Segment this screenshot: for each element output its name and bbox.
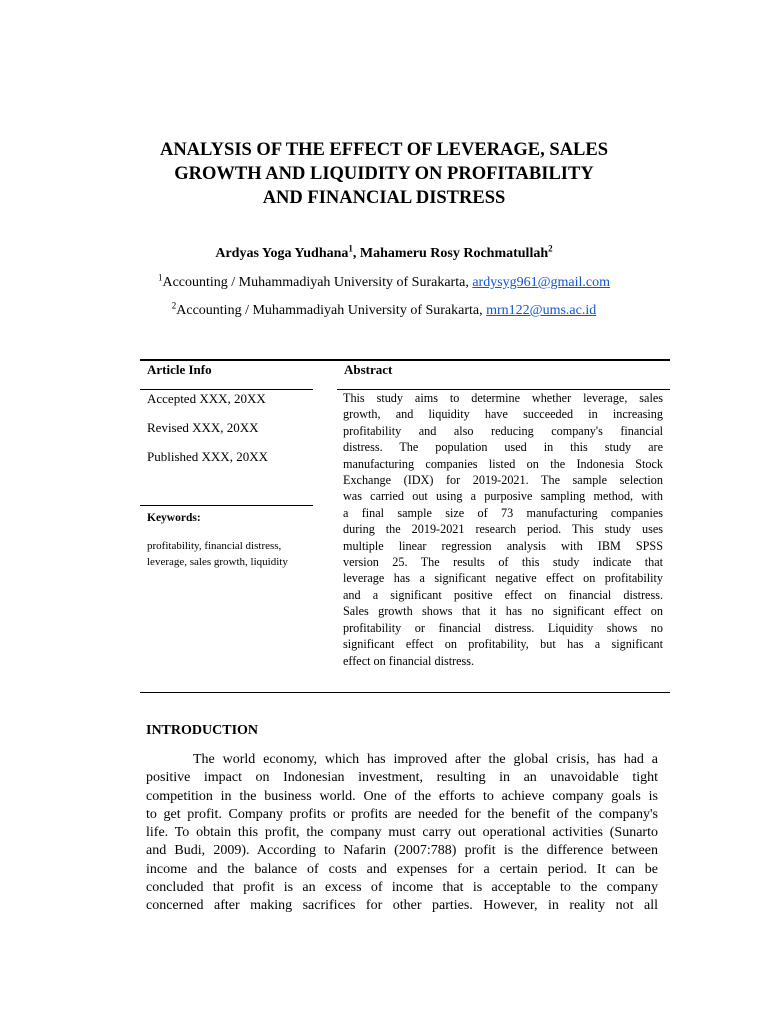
- abstract-line: Exchange (IDX) for 2019-2021. The sample selection: [343, 473, 663, 488]
- published-date: Published XXX, 20XX: [147, 449, 268, 464]
- abstract-line: growth, and liquidity have succeeded in increasing: [343, 407, 663, 422]
- article-info-rule: [140, 389, 313, 390]
- author-separator: ,: [352, 246, 360, 261]
- title-line: GROWTH AND LIQUIDITY ON PROFITABILITY: [174, 164, 594, 184]
- author-mark: 2: [548, 243, 553, 254]
- author-list: [0, 245, 768, 263]
- body-line: positive impact on Indonesian investment, resulting in an unavoidable tight: [146, 770, 658, 786]
- abstract-line: multiple linear regression analysis with IBM SPSS: [343, 538, 663, 553]
- author-mark: 1: [348, 243, 353, 254]
- affiliation-1: [0, 274, 768, 292]
- revised-date: Revised XXX, 20XX: [147, 420, 259, 435]
- body-line: and Budi, 2009). According to Nafarin (2007:788) profit is the difference between: [146, 843, 658, 859]
- introduction-body: [146, 751, 658, 916]
- abstract-line: profitability or financial distress. Liquidity shows no: [343, 620, 663, 635]
- author-name: Mahameru Rosy Rochmatullah: [359, 246, 549, 261]
- abstract-line: profitability and also reducing company's financial: [343, 423, 663, 438]
- article-info-heading: Article Info: [147, 362, 212, 377]
- keywords-rule: [140, 505, 313, 506]
- abstract-line: leverage has a significant negative effect on profitability: [343, 571, 663, 586]
- affiliation-2: [0, 302, 768, 320]
- email-link[interactable]: ardysyg961@gmail.com: [472, 275, 611, 290]
- abstract-line: effect on financial distress.: [343, 653, 475, 668]
- abstract-heading: Abstract: [344, 362, 393, 377]
- paper-title: [120, 138, 648, 210]
- affiliation-text: Accounting / Muhammadiyah University of Surakarta,: [176, 303, 487, 318]
- abstract-body: [343, 390, 663, 669]
- abstract-line: significant effect on profitability, but has a significant: [343, 637, 663, 652]
- abstract-line: distress. The population used in this study are: [343, 440, 663, 455]
- body-line: to get profit. Company profits or profits are needed for the benefit of the company's: [146, 806, 658, 822]
- author-name: Ardyas Yoga Yudhana: [215, 246, 349, 261]
- body-line: life. To obtain this profit, the company must carry out operational activities (Sunarto: [146, 825, 658, 841]
- body-line: concluded that profit is an excess of income that is acceptable to the company: [146, 880, 658, 896]
- affiliation-mark: 1: [157, 272, 163, 283]
- affiliation-mark: 2: [171, 300, 177, 311]
- abstract-line: during the 2019-2021 research period. This study uses: [343, 522, 663, 537]
- email-link[interactable]: mrn122@ums.ac.id: [486, 303, 597, 318]
- title-line: ANALYSIS OF THE EFFECT OF LEVERAGE, SALES: [159, 140, 609, 160]
- introduction-heading: INTRODUCTION: [146, 723, 259, 738]
- abstract-line: a final sample size of 73 manufacturing companies: [343, 505, 663, 520]
- body-line: concerned after making sacrifices for other parties. However, in reality not all: [146, 898, 658, 914]
- body-line: competition in the business world. One of the efforts to achieve company goals is: [146, 788, 658, 804]
- abstract-line: version 25. The results of this study indicate that: [343, 555, 663, 570]
- abstract-line: Sales growth shows that it has no significant effect on: [343, 604, 663, 619]
- abstract-line: This study aims to determine whether leverage, sales: [343, 391, 663, 405]
- table-bottom-rule: [140, 692, 670, 693]
- body-line: income and the balance of costs and expenses for a certain period. It can be: [146, 861, 658, 877]
- body-line: The world economy, which has improved after the global crisis, has had a: [193, 752, 658, 767]
- affiliation-text: Accounting / Muhammadiyah University of Surakarta,: [162, 275, 473, 290]
- abstract-line: and a significant positive effect on financial distress.: [343, 587, 663, 602]
- abstract-line: manufacturing companies listed on the Indonesia Stock: [343, 456, 663, 471]
- keywords-heading: Keywords:: [147, 512, 201, 524]
- accepted-date: Accepted XXX, 20XX: [147, 391, 266, 406]
- keywords-text: profitability, financial distress, leverage, sales growth, liquidity: [147, 540, 288, 568]
- title-line: AND FINANCIAL DISTRESS: [262, 188, 506, 208]
- table-top-rule: [140, 359, 670, 361]
- abstract-line: was carried out using a purposive sampling method, with: [343, 489, 663, 504]
